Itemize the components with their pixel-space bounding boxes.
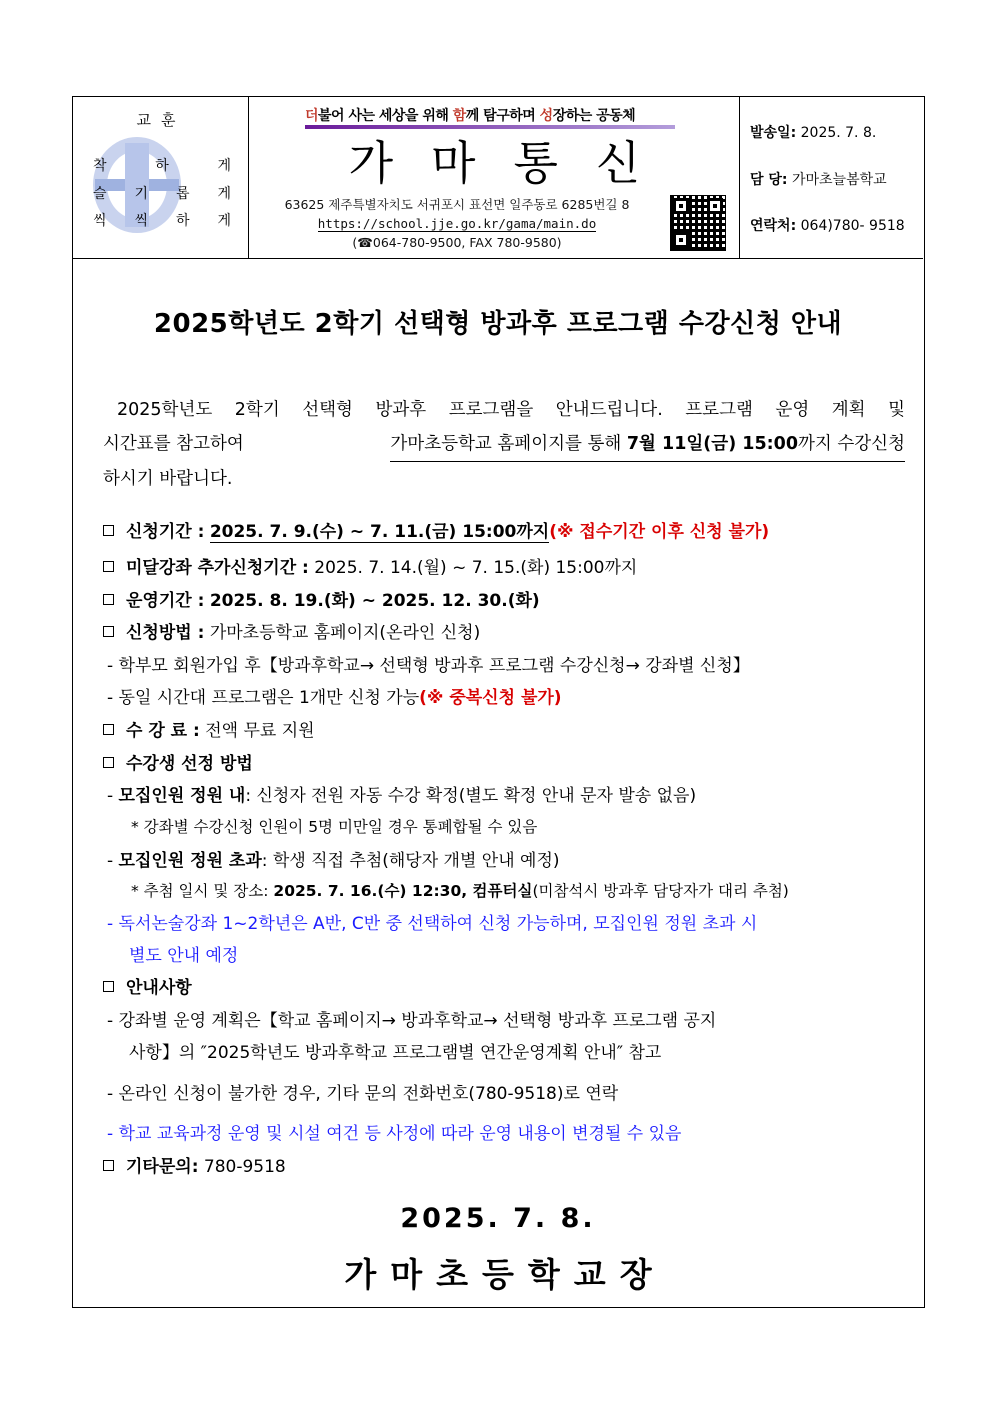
selection-within-quota: - 모집인원 정원 내: 신청자 전원 자동 수강 확정(별도 확정 안내 문자 발송 없음): [107, 786, 697, 806]
checkbox-bullet-icon: [103, 525, 114, 536]
notice-phone-contact: - 온라인 신청이 불가한 경우, 기타 문의 전화번호(780-9518)로 연락: [107, 1084, 619, 1104]
item-selection-method: 수강생 선정 방법: [103, 749, 253, 774]
contact-value: 064)780- 9518: [800, 218, 905, 234]
school-address-block: [257, 195, 657, 252]
motto-char: 씩: [134, 213, 149, 229]
item-fee: 수 강 료 : 전액 무료 지원: [103, 716, 315, 741]
intro-word: 안내드립니다.: [555, 400, 663, 420]
item-extra-period: 미달강좌 추가신청기간 : 2025. 7. 14.(월) ~ 7. 15.(화) 15:00까지: [103, 553, 637, 578]
item-application-method: 신청방법 : 가마초등학교 홈페이지(온라인 신청): [103, 618, 480, 643]
checkbox-bullet-icon: [103, 757, 114, 768]
motto-char: 착: [93, 158, 107, 174]
selection-note-merge: * 강좌별 수강신청 인원이 5명 미만일 경우 통폐합될 수 있음: [131, 818, 538, 836]
notice-plan-reference: - 강좌별 운영 계획은【학교 홈페이지→ 방과후학교→ 선택형 방과후 프로그램 공지: [107, 1011, 717, 1031]
motto-title: 교훈: [136, 111, 186, 129]
motto-char: 게: [217, 158, 231, 174]
checkbox-bullet-icon: [103, 1160, 114, 1171]
document-frame: [72, 96, 925, 1308]
issued-date-value: 2025. 7. 8.: [800, 125, 877, 141]
newsletter-name: 가마통신: [348, 136, 679, 190]
motto-char: 슬: [93, 186, 107, 202]
motto-char: 게: [217, 186, 231, 202]
intro-line-3: 하시기 바랍니다.: [103, 469, 233, 489]
selection-reading-class-notice-cont: 별도 안내 예정: [129, 946, 239, 966]
intro-word: 방과후: [375, 400, 427, 420]
method-sub-signup: - 학부모 회원가입 후【방과후학교→ 선택형 방과후 프로그램 수강신청→ 강좌별 신청】: [107, 656, 750, 676]
intro-paragraph: [103, 393, 905, 496]
motto-char: 하: [175, 213, 190, 229]
duplicate-warning: (※ 중복신청 불가): [419, 688, 562, 708]
slogan-part: 불어 사는 세상을 위해: [318, 108, 453, 124]
selection-over-quota: - 모집인원 정원 초과: 학생 직접 추첨(해당자 개별 안내 예정): [107, 851, 560, 871]
intro-word: 프로그램: [685, 400, 753, 420]
slogan-part: 께 탐구하며: [465, 108, 540, 124]
motto-char: 롭: [175, 186, 190, 202]
notice-plan-reference-cont: 사항】의 ″2025학년도 방과후학교 프로그램별 연간운영계획 안내″ 참고: [129, 1043, 662, 1063]
motto-char: 하: [155, 158, 169, 174]
selection-note-lottery: * 추첨 일시 및 장소: 2025. 7. 16.(수) 12:30, 컴퓨터실(미참석시 방과후 담당자가 대리 추첨): [131, 882, 789, 900]
issue-info-panel: [740, 97, 923, 259]
motto-char: 씩: [93, 213, 107, 229]
intro-word: 프로그램을: [448, 400, 534, 420]
charge-label: 담 당:: [750, 172, 788, 188]
notice-change-possible: - 학교 교육과정 운영 및 시설 여건 등 사정에 따라 운영 내용이 변경될 수 있음: [107, 1124, 682, 1144]
slogan-part: 함: [452, 108, 466, 124]
school-motto-panel: [73, 97, 249, 259]
intro-word: 2학기: [234, 400, 280, 420]
item-etc-inquiry: 기타문의: 780-9518: [103, 1152, 286, 1177]
period-warning: (※ 접수기간 이후 신청 불가): [549, 522, 770, 542]
method-sub-duplicate: - 동일 시간대 프로그램은 1개만 신청 가능(※ 중복신청 불가): [107, 688, 562, 708]
issued-date-label: 발송일:: [750, 125, 797, 141]
contact-line: [750, 215, 905, 235]
checkbox-bullet-icon: [103, 594, 114, 605]
school-homepage-link[interactable]: https://school.jje.go.kr/gama/main.do: [317, 216, 597, 231]
issue-date: 2025. 7. 8.: [400, 1203, 596, 1234]
checkbox-bullet-icon: [103, 724, 114, 735]
intro-word: 및: [888, 400, 905, 420]
selection-reading-class-notice: - 독서논술강좌 1~2학년은 A반, C반 중 선택하여 신청 가능하며, 모집인원 정원 초과 시: [107, 914, 758, 934]
school-phone-fax: (☎064-780-9500, FAX 780-9580): [352, 235, 562, 250]
deadline-emphasis: 7월 11일(금) 15:00: [626, 434, 798, 454]
slogan-part: 장하는 공동체: [552, 108, 636, 124]
slogan-part: 성: [539, 108, 553, 124]
checkbox-bullet-icon: [103, 626, 114, 637]
intro-word: 운영: [775, 400, 810, 420]
intro-line-1: [103, 393, 905, 427]
motto-line-2: [93, 183, 231, 203]
checkbox-bullet-icon: [103, 561, 114, 572]
contact-label: 연락처:: [750, 218, 797, 234]
newsletter-title-panel: [249, 97, 740, 259]
item-notices: 안내사항: [103, 973, 192, 998]
charge-line: [750, 169, 887, 189]
school-address: 63625 제주특별자치도 서귀포시 표선면 일주동로 6285번길 8: [284, 197, 630, 212]
qr-code-icon[interactable]: [670, 195, 726, 251]
issued-date-line: [750, 122, 876, 142]
slogan-part: 더: [305, 108, 319, 124]
item-application-period: 신청기간 : 2025. 7. 9.(수) ~ 7. 11.(금) 15:00까지(※ 접수기간 이후 신청 불가): [103, 517, 769, 542]
notice-title: 2025학년도 2학기 선택형 방과후 프로그램 수강신청 안내: [153, 309, 843, 339]
newsletter-header: [73, 97, 923, 259]
motto-line-1: [93, 155, 231, 175]
principal-signature: 가마초등학교장: [344, 1255, 666, 1294]
intro-homepage-underline: 가마초등학교 홈페이지를 통해 7월 11일(금) 15:00까지 수강신청: [390, 427, 905, 462]
charge-value: 가마초늘봄학교: [791, 172, 887, 188]
application-period-value: 2025. 7. 9.(수) ~ 7. 11.(금) 15:00까지: [209, 522, 550, 542]
intro-word: 계획: [831, 400, 866, 420]
motto-line-3: [93, 210, 231, 230]
item-run-period: 운영기간 : 2025. 8. 19.(화) ~ 2025. 12. 30.(화): [103, 586, 540, 611]
motto-char: 기: [134, 186, 149, 202]
intro-word: 2025학년도: [117, 400, 213, 420]
checkbox-bullet-icon: [103, 981, 114, 992]
motto-char: 게: [217, 213, 231, 229]
intro-line-2: 시간표를 참고하여 가마초등학교 홈페이지를 통해 7월 11일(금) 15:00까지 수강신청: [103, 427, 905, 462]
intro-word: 선택형: [302, 400, 353, 420]
school-slogan: [305, 105, 635, 125]
